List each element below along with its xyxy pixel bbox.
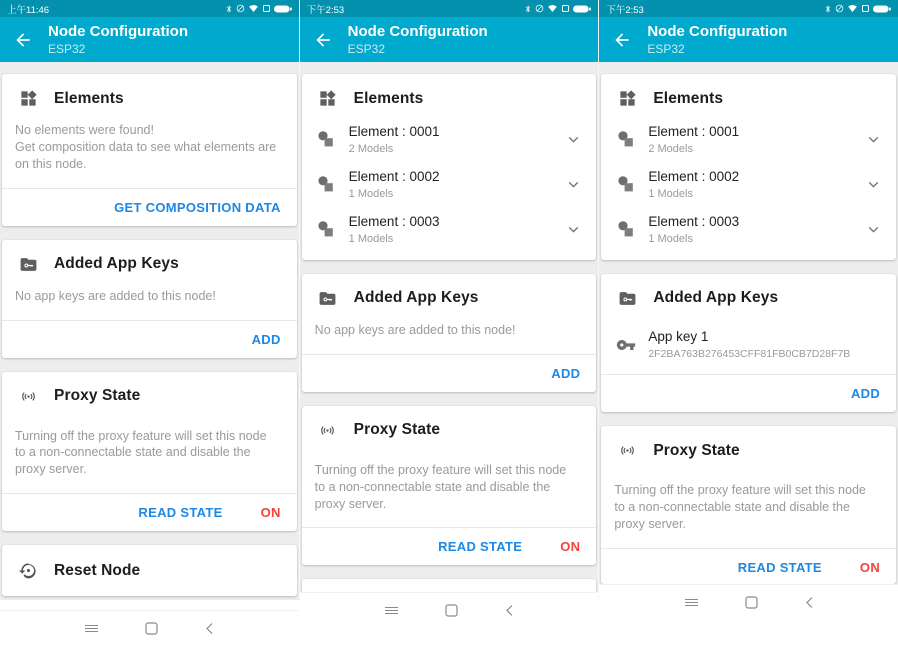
app-keys-title: Added App Keys bbox=[54, 255, 179, 273]
add-app-key-button[interactable]: ADD bbox=[251, 331, 281, 347]
battery-icon bbox=[274, 5, 292, 13]
nav-bar bbox=[0, 610, 299, 645]
page-title: Node Configuration bbox=[347, 22, 488, 40]
status-bar bbox=[599, 0, 898, 17]
app-key-row[interactable] bbox=[601, 317, 896, 374]
page-subtitle: ESP32 bbox=[647, 41, 685, 56]
chevron-down-icon[interactable] bbox=[865, 221, 882, 238]
proxy-title: Proxy State bbox=[353, 421, 441, 439]
page-title: Node Configuration bbox=[48, 22, 188, 40]
wifi-icon bbox=[248, 4, 259, 13]
status-time: 下午2:53 bbox=[306, 4, 345, 16]
sim-icon bbox=[262, 4, 271, 13]
chevron-down-icon[interactable] bbox=[565, 131, 582, 148]
app-key-name: App key 1 bbox=[648, 328, 709, 344]
app-keys-card bbox=[302, 274, 597, 392]
status-icons bbox=[524, 4, 591, 14]
sim-icon bbox=[561, 4, 570, 13]
element-label: Element : 0001 bbox=[648, 124, 740, 139]
elements-title: Elements bbox=[353, 89, 424, 107]
app-key-value: 2F2BA763B276453CFF81FB0CB7D28F7B bbox=[648, 347, 851, 360]
widgets-icon bbox=[318, 89, 338, 108]
proxy-state-value[interactable]: ON bbox=[560, 539, 581, 555]
proxy-title: Proxy State bbox=[54, 387, 141, 404]
app-bar bbox=[0, 17, 299, 62]
folder-key-icon bbox=[18, 255, 38, 274]
proxy-card-header bbox=[302, 406, 597, 449]
proxy-description: Turning off the proxy feature will set this node to a non-connectable state and disable the proxy server. bbox=[614, 483, 866, 532]
app-keys-card-header bbox=[302, 274, 597, 317]
status-icons bbox=[225, 4, 292, 14]
app-keys-title: Added App Keys bbox=[653, 289, 779, 307]
shapes-icon bbox=[316, 174, 337, 194]
wifi-icon bbox=[547, 4, 558, 13]
back-button[interactable] bbox=[13, 30, 33, 50]
content-area bbox=[0, 62, 299, 610]
reset-node-card[interactable] bbox=[2, 545, 297, 596]
elements-title: Elements bbox=[54, 89, 124, 107]
nav-bar bbox=[300, 592, 599, 627]
mute-icon bbox=[236, 4, 245, 13]
app-keys-card-header bbox=[601, 274, 896, 317]
back-button[interactable] bbox=[313, 30, 333, 50]
mute-icon bbox=[535, 4, 544, 13]
page-subtitle: ESP32 bbox=[48, 41, 86, 56]
proxy-state-card bbox=[601, 426, 896, 584]
reset-icon bbox=[18, 561, 38, 580]
elements-card-header bbox=[2, 74, 297, 117]
proxy-title: Proxy State bbox=[653, 441, 740, 459]
key-icon bbox=[615, 335, 636, 355]
recents-button[interactable] bbox=[684, 596, 699, 609]
get-composition-data-button[interactable]: GET COMPOSITION DATA bbox=[114, 199, 281, 215]
app-keys-title: Added App Keys bbox=[353, 289, 479, 307]
mute-icon bbox=[835, 4, 844, 13]
element-label: Element : 0003 bbox=[648, 213, 740, 229]
element-row[interactable] bbox=[302, 207, 597, 252]
back-button[interactable] bbox=[612, 30, 632, 50]
element-models-count: 1 Models bbox=[348, 232, 394, 245]
home-button[interactable] bbox=[445, 604, 458, 617]
bluetooth-icon bbox=[824, 4, 832, 14]
widgets-icon bbox=[617, 89, 637, 108]
shapes-icon bbox=[615, 219, 636, 239]
proxy-state-value[interactable]: ON bbox=[859, 560, 881, 575]
status-bar bbox=[0, 0, 299, 17]
bluetooth-icon bbox=[524, 4, 532, 14]
element-label: Element : 0001 bbox=[348, 124, 440, 139]
element-label: Element : 0002 bbox=[648, 168, 740, 184]
element-row[interactable] bbox=[601, 207, 896, 252]
chevron-down-icon[interactable] bbox=[565, 221, 582, 238]
broadcast-icon bbox=[617, 441, 637, 460]
status-icons bbox=[824, 4, 891, 14]
reset-node-title: Reset Node bbox=[54, 561, 141, 579]
home-button[interactable] bbox=[745, 596, 758, 609]
app-keys-card bbox=[601, 274, 896, 412]
wifi-icon bbox=[847, 4, 858, 13]
screen-empty-node bbox=[0, 0, 299, 600]
battery-icon bbox=[573, 5, 591, 13]
elements-empty-line1: No elements were found! bbox=[15, 123, 154, 137]
chevron-down-icon[interactable] bbox=[865, 131, 882, 148]
folder-key-icon bbox=[617, 289, 637, 308]
app-keys-empty-text: No app keys are added to this node! bbox=[314, 322, 516, 337]
page-subtitle: ESP32 bbox=[347, 41, 386, 56]
screen-app-key-added bbox=[598, 0, 898, 600]
element-models-count: 1 Models bbox=[648, 232, 693, 245]
broadcast-icon bbox=[18, 387, 38, 406]
element-row[interactable] bbox=[302, 117, 597, 162]
proxy-card-header bbox=[601, 426, 896, 469]
element-row[interactable] bbox=[302, 162, 597, 207]
sim-icon bbox=[861, 4, 870, 13]
next-card-partial bbox=[302, 579, 597, 592]
content-area bbox=[300, 62, 599, 592]
status-bar bbox=[300, 0, 599, 17]
widgets-icon bbox=[18, 89, 38, 108]
element-row[interactable] bbox=[601, 117, 896, 162]
chevron-down-icon[interactable] bbox=[565, 176, 582, 193]
shapes-icon bbox=[316, 219, 337, 239]
proxy-description: Turning off the proxy feature will set this node to a non-connectable state and disable the proxy server. bbox=[314, 462, 567, 511]
page-title: Node Configuration bbox=[647, 22, 788, 40]
element-models-count: 1 Models bbox=[348, 187, 394, 200]
chevron-down-icon[interactable] bbox=[865, 176, 882, 193]
app-keys-card-header bbox=[2, 240, 297, 283]
read-state-button[interactable]: READ STATE bbox=[737, 560, 822, 575]
nav-bar bbox=[599, 584, 898, 619]
elements-empty-line2: Get composition data to see what elements are on this node. bbox=[15, 139, 277, 171]
app-keys-empty-text: No app keys are added to this node! bbox=[15, 288, 216, 303]
bluetooth-icon bbox=[225, 4, 233, 14]
shapes-icon bbox=[615, 174, 636, 194]
proxy-description: Turning off the proxy feature will set this node to a non-connectable state and disable the proxy server. bbox=[15, 428, 267, 477]
elements-title: Elements bbox=[653, 89, 724, 107]
app-bar bbox=[599, 17, 898, 62]
screen-elements-listed bbox=[299, 0, 599, 600]
status-time: 下午2:53 bbox=[606, 4, 644, 16]
broadcast-icon bbox=[318, 421, 338, 440]
element-models-count: 1 Models bbox=[648, 187, 693, 200]
folder-key-icon bbox=[318, 289, 338, 308]
status-time: 上午11:46 bbox=[7, 4, 50, 16]
app-keys-card bbox=[2, 240, 297, 358]
recents-button[interactable] bbox=[384, 604, 399, 617]
elements-empty-text bbox=[2, 117, 297, 188]
content-area bbox=[599, 62, 898, 584]
proxy-state-card bbox=[2, 372, 297, 532]
element-label: Element : 0002 bbox=[348, 168, 440, 184]
back-nav-button[interactable] bbox=[204, 622, 214, 635]
add-app-key-button[interactable]: ADD bbox=[551, 365, 581, 381]
home-button[interactable] bbox=[145, 622, 158, 635]
element-row[interactable] bbox=[601, 162, 896, 207]
elements-card-header bbox=[601, 74, 896, 117]
battery-icon bbox=[873, 5, 891, 13]
shapes-icon bbox=[615, 129, 636, 149]
element-models-count: 2 Models bbox=[648, 142, 693, 155]
proxy-state-value[interactable]: ON bbox=[260, 505, 281, 521]
elements-card bbox=[2, 74, 297, 226]
elements-card-header bbox=[302, 74, 597, 117]
back-nav-button[interactable] bbox=[504, 604, 514, 617]
shapes-icon bbox=[316, 129, 337, 149]
elements-card bbox=[302, 74, 597, 260]
proxy-card-header bbox=[2, 372, 297, 415]
add-app-key-button[interactable]: ADD bbox=[850, 386, 881, 402]
element-label: Element : 0003 bbox=[348, 213, 440, 229]
back-nav-button[interactable] bbox=[804, 596, 814, 609]
element-models-count: 2 Models bbox=[348, 142, 394, 155]
elements-card bbox=[601, 74, 896, 260]
read-state-button[interactable]: READ STATE bbox=[438, 539, 523, 555]
proxy-state-card bbox=[302, 406, 597, 566]
read-state-button[interactable]: READ STATE bbox=[138, 505, 223, 521]
app-bar bbox=[300, 17, 599, 62]
recents-button[interactable] bbox=[84, 622, 99, 635]
